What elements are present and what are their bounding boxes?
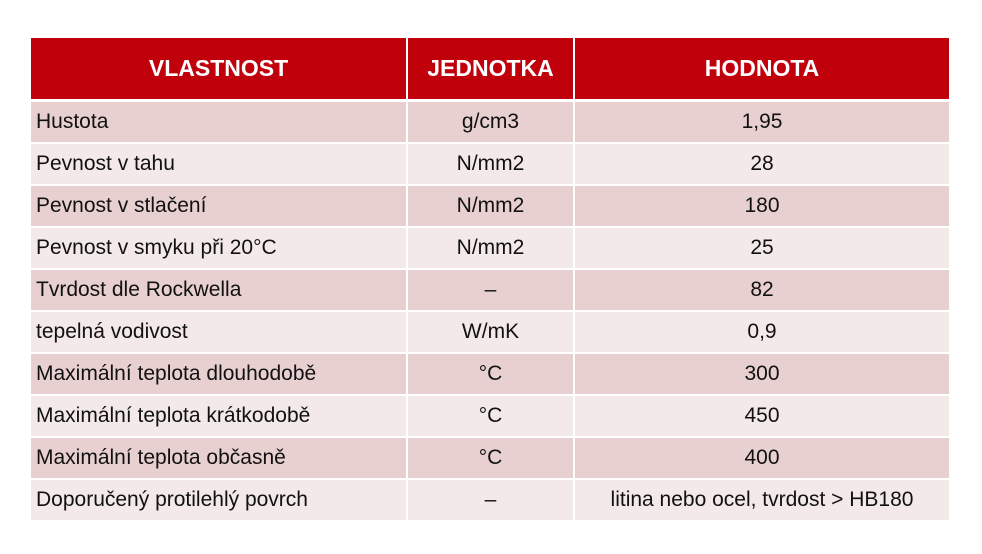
header-unit: JEDNOTKA	[407, 38, 574, 101]
cell-unit: g/cm3	[407, 101, 574, 144]
cell-value: 180	[574, 185, 949, 227]
cell-value: 28	[574, 143, 949, 185]
table-row	[31, 101, 949, 144]
properties-table-container	[31, 38, 949, 522]
cell-unit: °C	[407, 353, 574, 395]
table-row	[31, 311, 949, 353]
table-row	[31, 479, 949, 521]
table-row	[31, 185, 949, 227]
table-row	[31, 353, 949, 395]
cell-property: Hustota	[31, 101, 407, 144]
table-body	[31, 101, 949, 522]
cell-property: Maximální teplota občasně	[31, 437, 407, 479]
table-row	[31, 437, 949, 479]
cell-value: litina nebo ocel, tvrdost > HB180	[574, 479, 949, 521]
cell-value: 1,95	[574, 101, 949, 144]
header-row	[31, 38, 949, 101]
header-property: VLASTNOST	[31, 38, 407, 101]
table-header	[31, 38, 949, 101]
properties-table	[31, 38, 949, 522]
cell-property: Maximální teplota krátkodobě	[31, 395, 407, 437]
cell-unit: N/mm2	[407, 185, 574, 227]
table-row	[31, 395, 949, 437]
cell-unit: N/mm2	[407, 227, 574, 269]
cell-value: 25	[574, 227, 949, 269]
table-row	[31, 269, 949, 311]
cell-property: Pevnost v smyku při 20°C	[31, 227, 407, 269]
cell-property: Tvrdost dle Rockwella	[31, 269, 407, 311]
cell-value: 400	[574, 437, 949, 479]
cell-value: 82	[574, 269, 949, 311]
cell-unit: °C	[407, 395, 574, 437]
table-row	[31, 227, 949, 269]
cell-unit: N/mm2	[407, 143, 574, 185]
cell-property: Maximální teplota dlouhodobě	[31, 353, 407, 395]
table-row	[31, 143, 949, 185]
header-value: HODNOTA	[574, 38, 949, 101]
cell-property: Pevnost v tahu	[31, 143, 407, 185]
cell-value: 0,9	[574, 311, 949, 353]
cell-unit: W/mK	[407, 311, 574, 353]
cell-property: tepelná vodivost	[31, 311, 407, 353]
cell-property: Doporučený protilehlý povrch	[31, 479, 407, 521]
cell-property: Pevnost v stlačení	[31, 185, 407, 227]
cell-value: 450	[574, 395, 949, 437]
cell-value: 300	[574, 353, 949, 395]
cell-unit: –	[407, 269, 574, 311]
cell-unit: °C	[407, 437, 574, 479]
cell-unit: –	[407, 479, 574, 521]
